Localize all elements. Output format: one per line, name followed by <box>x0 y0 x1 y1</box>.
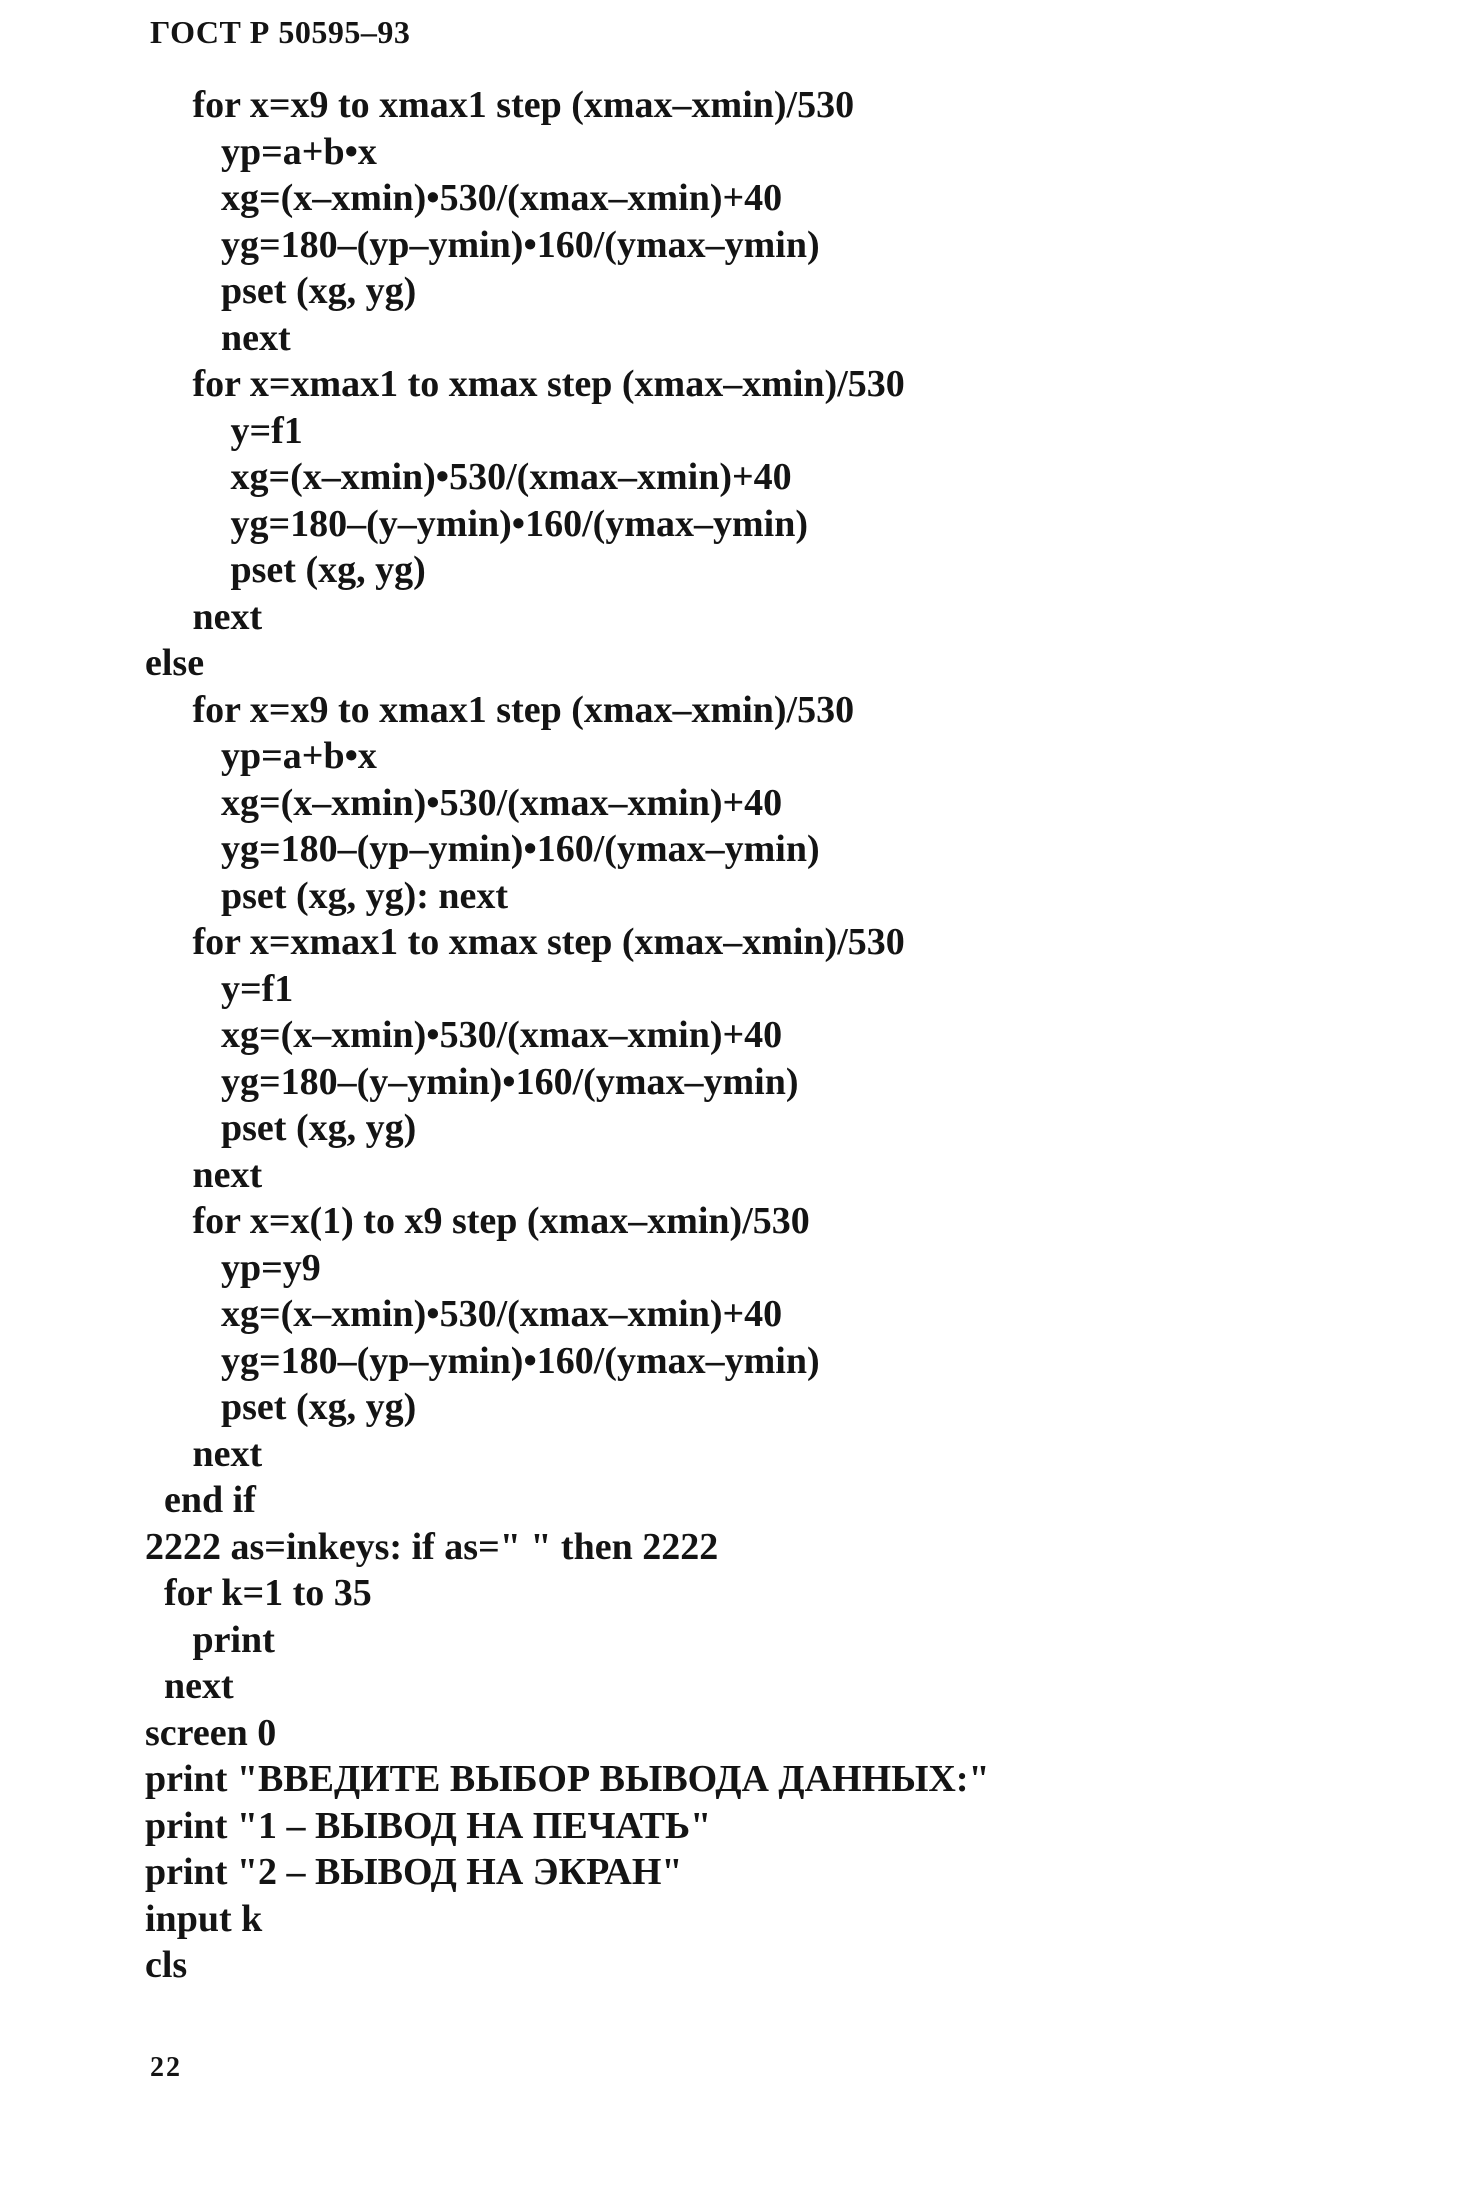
code-line: end if <box>145 1479 256 1521</box>
code-line: xg=(x–xmin)•530/(xmax–xmin)+40 <box>145 1293 783 1335</box>
code-line: next <box>145 1432 263 1475</box>
code-line: xg=(x–xmin)•530/(xmax–xmin)+40 <box>145 781 783 824</box>
code-line: next <box>145 1153 263 1196</box>
page-header: ГОСТ Р 50595–93 <box>150 14 411 50</box>
code-line: yg=180–(yp–ymin)•160/(ymax–ymin) <box>145 223 820 266</box>
code-line: for x=xmax1 to xmax step (xmax–xmin)/530 <box>145 921 905 963</box>
code-line: next <box>145 595 263 638</box>
code-line: for x=x9 to xmax1 step (xmax–xmin)/530 <box>145 84 855 126</box>
page-number: 22 <box>150 2052 182 2083</box>
code-line: print <box>145 1618 275 1661</box>
code-line: yg=180–(yp–ymin)•160/(ymax–ymin) <box>145 1339 820 1382</box>
code-line: print "1 – ВЫВОД НА ПЕЧАТЬ" <box>145 1804 712 1847</box>
code-line: xg=(x–xmin)•530/(xmax–xmin)+40 <box>145 1014 783 1056</box>
code-line: for x=xmax1 to xmax step (xmax–xmin)/530 <box>145 363 905 405</box>
code-line: yg=180–(yp–ymin)•160/(ymax–ymin) <box>145 828 820 870</box>
code-line: for x=x9 to xmax1 step (xmax–xmin)/530 <box>145 688 855 731</box>
code-line: next <box>145 1665 234 1707</box>
code-line: next <box>145 316 291 359</box>
code-line: yp=a+b•x <box>145 735 377 777</box>
code-line: pset (xg, yg) <box>145 549 426 591</box>
code-line: yp=y9 <box>145 1246 321 1289</box>
code-line: print "2 – ВЫВОД НА ЭКРАН" <box>145 1851 683 1893</box>
code-line: pset (xg, yg) <box>145 1107 417 1149</box>
code-line: pset (xg, yg) <box>145 270 417 312</box>
code-line: yg=180–(y–ymin)•160/(ymax–ymin) <box>145 502 808 545</box>
code-line: pset (xg, yg) <box>145 1386 417 1428</box>
code-line: yg=180–(y–ymin)•160/(ymax–ymin) <box>145 1060 799 1103</box>
code-line: print "ВВЕДИТЕ ВЫБОР ВЫВОДА ДАННЫХ:" <box>145 1758 990 1800</box>
code-line: screen 0 <box>145 1711 277 1754</box>
code-line: for k=1 to 35 <box>145 1572 372 1614</box>
code-line: cls <box>145 1944 188 1986</box>
code-line: else <box>145 642 205 684</box>
code-line: y=f1 <box>145 967 294 1010</box>
code-line: input k <box>145 1897 263 1940</box>
code-line: xg=(x–xmin)•530/(xmax–xmin)+40 <box>145 456 792 498</box>
code-line: for x=x(1) to x9 step (xmax–xmin)/530 <box>145 1200 810 1242</box>
code-line: 2222 as=inkeys: if as=" " then 2222 <box>145 1525 719 1568</box>
code-line: yp=a+b•x <box>145 130 377 173</box>
code-line: pset (xg, yg): next <box>145 874 509 917</box>
code-line: y=f1 <box>145 409 303 452</box>
code-line: xg=(x–xmin)•530/(xmax–xmin)+40 <box>145 177 783 219</box>
code-listing <box>145 82 1385 1989</box>
